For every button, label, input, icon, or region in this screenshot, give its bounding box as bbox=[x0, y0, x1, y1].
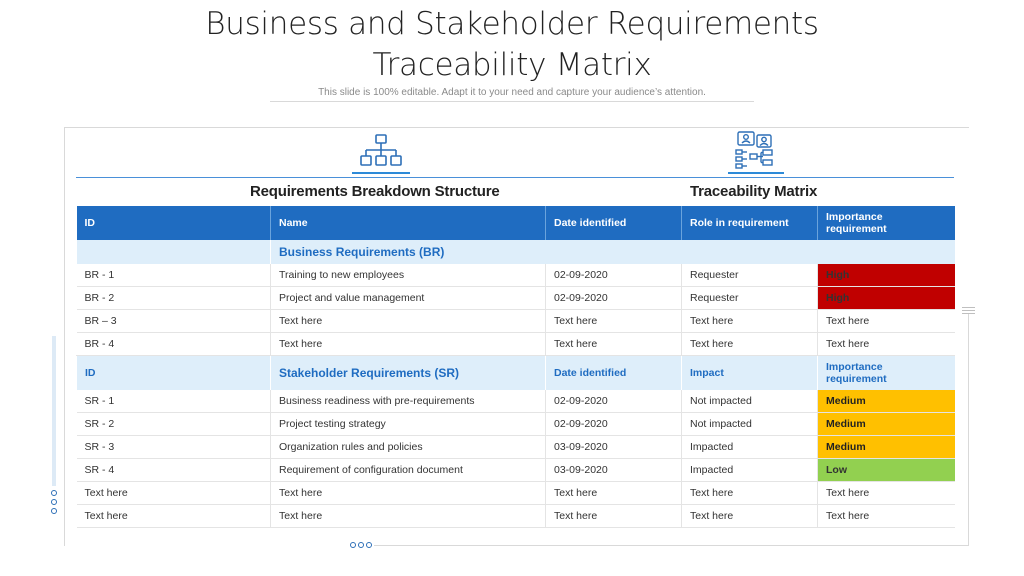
row-impact: Text here bbox=[682, 482, 818, 505]
row-id: BR - 4 bbox=[77, 333, 271, 356]
traceability-matrix-heading: Traceability Matrix bbox=[690, 183, 818, 200]
importance-badge: Medium bbox=[818, 436, 955, 459]
row-id: SR - 3 bbox=[77, 436, 271, 459]
row-date: Text here bbox=[546, 310, 682, 333]
slide-subtitle: This slide is 100% editable. Adapt it to your need and capture your audience’s attention. bbox=[318, 87, 706, 98]
row-name: Project testing strategy bbox=[271, 413, 546, 436]
sr-section-label: Stakeholder Requirements (SR) bbox=[271, 356, 546, 391]
row-name: Organization rules and policies bbox=[271, 436, 546, 459]
table-row bbox=[77, 436, 955, 459]
traceability-table bbox=[76, 206, 955, 528]
table-row bbox=[77, 310, 955, 333]
row-date: 02-09-2020 bbox=[546, 264, 682, 287]
header-id: ID bbox=[77, 206, 271, 240]
row-impact: Impacted bbox=[682, 436, 818, 459]
row-name: Text here bbox=[271, 310, 546, 333]
row-name: Requirement of configuration document bbox=[271, 459, 546, 482]
row-date: 02-09-2020 bbox=[546, 390, 682, 413]
decorative-dot-icon bbox=[358, 542, 364, 548]
card-right-border bbox=[968, 313, 969, 545]
slide-title bbox=[0, 4, 1024, 86]
table-row bbox=[77, 390, 955, 413]
row-importance: Text here bbox=[818, 310, 955, 333]
br-section-label: Business Requirements (BR) bbox=[271, 240, 955, 264]
row-role: Text here bbox=[682, 310, 818, 333]
importance-badge: High bbox=[818, 287, 955, 310]
row-impact: Text here bbox=[682, 505, 818, 528]
header-name: Name bbox=[271, 206, 546, 240]
row-role: Requester bbox=[682, 264, 818, 287]
row-date: 02-09-2020 bbox=[546, 287, 682, 310]
row-name: Text here bbox=[271, 333, 546, 356]
table-row bbox=[77, 505, 955, 528]
sr-section-header-row bbox=[77, 356, 955, 391]
decorative-dot-icon bbox=[366, 542, 372, 548]
row-name: Text here bbox=[271, 505, 546, 528]
table-row bbox=[77, 413, 955, 436]
sr-header-importance: Importance requirement bbox=[818, 356, 955, 391]
row-name: Business readiness with pre-requirements bbox=[271, 390, 546, 413]
header-date-identified: Date identified bbox=[546, 206, 682, 240]
row-date: Text here bbox=[546, 482, 682, 505]
sr-header-impact: Impact bbox=[682, 356, 818, 391]
table-row bbox=[77, 264, 955, 287]
row-role: Requester bbox=[682, 287, 818, 310]
decorative-side-bar bbox=[52, 336, 56, 486]
slide-title-line1: Business and Stakeholder Requirements bbox=[205, 6, 819, 42]
row-name: Project and value management bbox=[271, 287, 546, 310]
row-importance: Text here bbox=[818, 333, 955, 356]
importance-badge: High bbox=[818, 264, 955, 287]
hierarchy-icon bbox=[358, 133, 404, 169]
decorative-dot-icon bbox=[51, 508, 57, 514]
section-divider bbox=[76, 177, 954, 178]
table-row bbox=[77, 482, 955, 505]
header-importance-requirement: Importance requirement bbox=[818, 206, 955, 240]
requirements-breakdown-heading: Requirements Breakdown Structure bbox=[250, 183, 500, 200]
row-importance: Text here bbox=[818, 505, 955, 528]
row-id: Text here bbox=[77, 505, 271, 528]
decorative-dot-icon bbox=[51, 499, 57, 505]
br-section-spacer bbox=[77, 240, 271, 264]
row-date: 02-09-2020 bbox=[546, 413, 682, 436]
row-role: Text here bbox=[682, 333, 818, 356]
row-date: Text here bbox=[546, 333, 682, 356]
row-id: SR - 1 bbox=[77, 390, 271, 413]
row-impact: Not impacted bbox=[682, 390, 818, 413]
table-row bbox=[77, 333, 955, 356]
row-date: 03-09-2020 bbox=[546, 459, 682, 482]
row-name: Training to new employees bbox=[271, 264, 546, 287]
card-bottom-border bbox=[374, 545, 969, 546]
row-id: Text here bbox=[77, 482, 271, 505]
row-impact: Impacted bbox=[682, 459, 818, 482]
icon-underline bbox=[728, 172, 784, 174]
row-id: BR - 1 bbox=[77, 264, 271, 287]
sr-header-date-identified: Date identified bbox=[546, 356, 682, 391]
traceability-matrix-icon bbox=[733, 130, 777, 170]
row-id: BR – 3 bbox=[77, 310, 271, 333]
row-name: Text here bbox=[271, 482, 546, 505]
importance-badge: Low bbox=[818, 459, 955, 482]
menu-lines-icon-2 bbox=[962, 310, 975, 311]
menu-lines-icon-3 bbox=[962, 313, 975, 314]
menu-lines-icon bbox=[962, 307, 975, 308]
table-row bbox=[77, 287, 955, 310]
table-row bbox=[77, 459, 955, 482]
importance-badge: Medium bbox=[818, 413, 955, 436]
decorative-dot-icon bbox=[350, 542, 356, 548]
header-role-in-requirement: Role in requirement bbox=[682, 206, 818, 240]
row-id: BR - 2 bbox=[77, 287, 271, 310]
table-header-row bbox=[77, 206, 955, 240]
importance-badge: Medium bbox=[818, 390, 955, 413]
subtitle-divider bbox=[270, 101, 754, 102]
decorative-dot-icon bbox=[51, 490, 57, 496]
row-importance: Text here bbox=[818, 482, 955, 505]
row-date: Text here bbox=[546, 505, 682, 528]
row-date: 03-09-2020 bbox=[546, 436, 682, 459]
slide-title-line2: Traceability Matrix bbox=[372, 47, 652, 83]
br-section-row bbox=[77, 240, 955, 264]
icon-underline bbox=[352, 172, 410, 174]
row-impact: Not impacted bbox=[682, 413, 818, 436]
row-id: SR - 2 bbox=[77, 413, 271, 436]
sr-header-id: ID bbox=[77, 356, 271, 391]
row-id: SR - 4 bbox=[77, 459, 271, 482]
